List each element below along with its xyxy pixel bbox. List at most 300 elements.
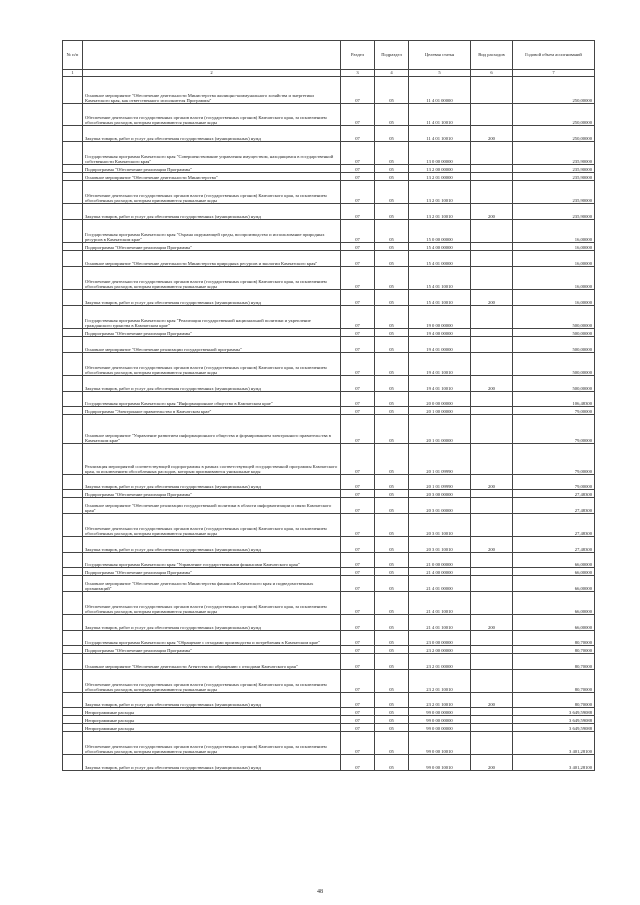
row-subsection-cell: 05 bbox=[375, 444, 409, 475]
row-num-cell bbox=[63, 716, 83, 724]
row-name-cell: Государственная программа Камчатского края "Реализация государственной национальной политики и укрепление гражданского единства в Камчатском крае" bbox=[83, 306, 341, 329]
row-name-cell: Подпрограмма "Обеспечение реализации Программы" bbox=[83, 165, 341, 173]
row-subsection-cell: 05 bbox=[375, 490, 409, 498]
row-section-cell: 07 bbox=[341, 654, 375, 670]
table-row bbox=[63, 77, 595, 104]
row-expense-type-cell bbox=[471, 514, 513, 537]
row-name-cell: Подпрограмма "Обеспечение реализации Программы" bbox=[83, 646, 341, 654]
table-row bbox=[63, 337, 595, 353]
table-row bbox=[63, 126, 595, 142]
row-subsection-cell: 05 bbox=[375, 173, 409, 181]
row-expense-type-cell bbox=[471, 104, 513, 126]
row-subsection-cell: 05 bbox=[375, 77, 409, 104]
row-volume-cell: 3 401,28100 bbox=[513, 755, 595, 771]
row-subsection-cell: 05 bbox=[375, 475, 409, 490]
col-number: 7 bbox=[513, 70, 595, 77]
row-expense-type-cell bbox=[471, 173, 513, 181]
table-row bbox=[63, 631, 595, 646]
row-name-cell: Основное мероприятие "Обеспечение деятельности Агентства по обращению с отходами Камчатского края" bbox=[83, 654, 341, 670]
row-num-cell bbox=[63, 329, 83, 337]
row-section-cell: 07 bbox=[341, 514, 375, 537]
row-num-cell bbox=[63, 553, 83, 568]
row-expense-type-cell: 200 bbox=[471, 126, 513, 142]
row-num-cell bbox=[63, 251, 83, 267]
row-num-cell bbox=[63, 337, 83, 353]
table-row bbox=[63, 568, 595, 576]
row-name-cell: Закупка товаров, работ и услуг для обеспечения государственных (муниципальных) нужд bbox=[83, 290, 341, 306]
row-section-cell: 07 bbox=[341, 576, 375, 592]
row-volume-cell: 235,90000 bbox=[513, 142, 595, 165]
row-num-cell bbox=[63, 444, 83, 475]
row-name-cell: Закупка товаров, работ и услуг для обеспечения государственных (муниципальных) нужд bbox=[83, 537, 341, 553]
row-section-cell: 07 bbox=[341, 267, 375, 290]
table-row bbox=[63, 329, 595, 337]
column-numbers-row bbox=[63, 70, 595, 77]
row-expense-type-cell bbox=[471, 220, 513, 243]
row-name-cell: Основное мероприятие "Обеспечение деятельности Министерства жилищно-коммунального хозяйства и энергетики Камчатского края, как ответственного исполнителя Программы" bbox=[83, 77, 341, 104]
row-num-cell bbox=[63, 490, 83, 498]
row-expense-type-cell bbox=[471, 708, 513, 716]
table-row bbox=[63, 537, 595, 553]
row-target-cell: 20 3 00 00000 bbox=[409, 490, 471, 498]
row-expense-type-cell bbox=[471, 243, 513, 251]
row-volume-cell: 80,70000 bbox=[513, 646, 595, 654]
table-row bbox=[63, 444, 595, 475]
col-number: 3 bbox=[341, 70, 375, 77]
row-volume-cell: 79,00000 bbox=[513, 475, 595, 490]
row-section-cell: 07 bbox=[341, 181, 375, 204]
row-name-cell: Подпрограмма "Электронное правительство в Камчатском крае" bbox=[83, 407, 341, 415]
row-num-cell bbox=[63, 267, 83, 290]
row-section-cell: 07 bbox=[341, 126, 375, 142]
row-num-cell bbox=[63, 173, 83, 181]
row-expense-type-cell bbox=[471, 592, 513, 615]
row-name-cell: Обеспечение деятельности государственных органов власти (государственных органов) Камчатского края, за исключением обособленных расходов, которым присваиваются уникальные коды bbox=[83, 514, 341, 537]
row-target-cell: 15 4 01 10010 bbox=[409, 267, 471, 290]
row-subsection-cell: 05 bbox=[375, 732, 409, 755]
table-row bbox=[63, 306, 595, 329]
row-volume-cell: 80,70000 bbox=[513, 693, 595, 708]
row-volume-cell: 27,48300 bbox=[513, 537, 595, 553]
header-expense-type: Вид расходов bbox=[471, 41, 513, 70]
table-row bbox=[63, 353, 595, 376]
row-subsection-cell: 05 bbox=[375, 498, 409, 514]
row-target-cell: 15 4 01 10010 bbox=[409, 290, 471, 306]
row-subsection-cell: 05 bbox=[375, 514, 409, 537]
row-expense-type-cell bbox=[471, 306, 513, 329]
row-volume-cell: 250,00000 bbox=[513, 104, 595, 126]
row-subsection-cell: 05 bbox=[375, 142, 409, 165]
row-expense-type-cell bbox=[471, 142, 513, 165]
row-section-cell: 07 bbox=[341, 77, 375, 104]
row-volume-cell: 80,70000 bbox=[513, 670, 595, 693]
row-target-cell: 15 0 00 00000 bbox=[409, 220, 471, 243]
row-expense-type-cell bbox=[471, 568, 513, 576]
row-expense-type-cell: 200 bbox=[471, 204, 513, 220]
row-expense-type-cell: 200 bbox=[471, 537, 513, 553]
row-section-cell: 07 bbox=[341, 329, 375, 337]
row-subsection-cell: 05 bbox=[375, 716, 409, 724]
row-num-cell bbox=[63, 353, 83, 376]
row-name-cell: Закупка товаров, работ и услуг для обеспечения государственных (муниципальных) нужд bbox=[83, 755, 341, 771]
row-section-cell: 07 bbox=[341, 142, 375, 165]
row-volume-cell: 79,00000 bbox=[513, 415, 595, 444]
table-row bbox=[63, 553, 595, 568]
row-target-cell: 20 3 01 10010 bbox=[409, 537, 471, 553]
row-expense-type-cell bbox=[471, 77, 513, 104]
row-section-cell: 07 bbox=[341, 204, 375, 220]
row-expense-type-cell bbox=[471, 732, 513, 755]
row-name-cell: Обеспечение деятельности государственных органов власти (государственных органов) Камчатского края, за исключением обособленных расходов, которым присваиваются уникальные коды bbox=[83, 104, 341, 126]
row-expense-type-cell bbox=[471, 392, 513, 407]
col-number: 1 bbox=[63, 70, 83, 77]
row-volume-cell: 27,48300 bbox=[513, 490, 595, 498]
table-row bbox=[63, 181, 595, 204]
row-expense-type-cell bbox=[471, 716, 513, 724]
table-row bbox=[63, 646, 595, 654]
row-section-cell: 07 bbox=[341, 490, 375, 498]
row-expense-type-cell bbox=[471, 337, 513, 353]
row-target-cell: 21 4 01 10010 bbox=[409, 615, 471, 631]
row-section-cell: 07 bbox=[341, 732, 375, 755]
table-row bbox=[63, 670, 595, 693]
row-subsection-cell: 05 bbox=[375, 126, 409, 142]
row-name-cell: Подпрограмма "Обеспечение реализации Программы" bbox=[83, 490, 341, 498]
row-section-cell: 07 bbox=[341, 104, 375, 126]
table-row bbox=[63, 173, 595, 181]
row-section-cell: 07 bbox=[341, 568, 375, 576]
row-target-cell: 23 2 00 00000 bbox=[409, 646, 471, 654]
row-expense-type-cell: 200 bbox=[471, 290, 513, 306]
row-name-cell: Непрограммные расходы bbox=[83, 708, 341, 716]
row-expense-type-cell: 200 bbox=[471, 755, 513, 771]
row-target-cell: 23 2 01 00000 bbox=[409, 654, 471, 670]
row-volume-cell: 235,90000 bbox=[513, 204, 595, 220]
row-name-cell: Закупка товаров, работ и услуг для обеспечения государственных (муниципальных) нужд bbox=[83, 693, 341, 708]
row-subsection-cell: 05 bbox=[375, 220, 409, 243]
row-num-cell bbox=[63, 755, 83, 771]
row-section-cell: 07 bbox=[341, 407, 375, 415]
row-name-cell: Обеспечение деятельности государственных органов власти (государственных органов) Камчатского края, за исключением обособленных расходов, которым присваиваются уникальные коды bbox=[83, 267, 341, 290]
row-target-cell: 20 3 01 00000 bbox=[409, 498, 471, 514]
header-section: Раздел bbox=[341, 41, 375, 70]
row-subsection-cell: 05 bbox=[375, 104, 409, 126]
row-section-cell: 07 bbox=[341, 353, 375, 376]
table-row bbox=[63, 407, 595, 415]
row-expense-type-cell bbox=[471, 490, 513, 498]
table-row bbox=[63, 514, 595, 537]
row-volume-cell: 16,00000 bbox=[513, 251, 595, 267]
header-volume: Годовой объем ассигнований bbox=[513, 41, 595, 70]
table-row bbox=[63, 576, 595, 592]
row-volume-cell: 250,00000 bbox=[513, 126, 595, 142]
row-volume-cell: 500,00000 bbox=[513, 376, 595, 392]
row-expense-type-cell: 200 bbox=[471, 376, 513, 392]
col-number: 4 bbox=[375, 70, 409, 77]
row-volume-cell: 235,90000 bbox=[513, 173, 595, 181]
row-name-cell: Подпрограмма "Обеспечение реализации Программы" bbox=[83, 568, 341, 576]
row-subsection-cell: 05 bbox=[375, 670, 409, 693]
row-expense-type-cell bbox=[471, 646, 513, 654]
row-num-cell bbox=[63, 415, 83, 444]
row-subsection-cell: 05 bbox=[375, 376, 409, 392]
table-row bbox=[63, 220, 595, 243]
row-subsection-cell: 05 bbox=[375, 329, 409, 337]
row-expense-type-cell bbox=[471, 267, 513, 290]
row-target-cell: 20 3 01 10010 bbox=[409, 514, 471, 537]
row-section-cell: 07 bbox=[341, 306, 375, 329]
row-subsection-cell: 05 bbox=[375, 724, 409, 732]
row-num-cell bbox=[63, 568, 83, 576]
row-num-cell bbox=[63, 631, 83, 646]
row-volume-cell: 66,00000 bbox=[513, 568, 595, 576]
row-volume-cell: 3 649,59088 bbox=[513, 724, 595, 732]
row-section-cell: 07 bbox=[341, 631, 375, 646]
row-expense-type-cell bbox=[471, 631, 513, 646]
row-target-cell: 99 0 00 10010 bbox=[409, 732, 471, 755]
table-row bbox=[63, 498, 595, 514]
budget-table bbox=[62, 40, 595, 771]
row-num-cell bbox=[63, 376, 83, 392]
table-header-row bbox=[63, 41, 595, 70]
row-section-cell: 07 bbox=[341, 670, 375, 693]
table-row bbox=[63, 290, 595, 306]
row-subsection-cell: 05 bbox=[375, 654, 409, 670]
row-num-cell bbox=[63, 514, 83, 537]
row-name-cell: Государственная программа Камчатского края "Информационное общество в Камчатском крае" bbox=[83, 392, 341, 407]
row-expense-type-cell bbox=[471, 329, 513, 337]
row-subsection-cell: 05 bbox=[375, 267, 409, 290]
row-name-cell: Закупка товаров, работ и услуг для обеспечения государственных (муниципальных) нужд bbox=[83, 204, 341, 220]
row-num-cell bbox=[63, 243, 83, 251]
row-volume-cell: 79,00000 bbox=[513, 444, 595, 475]
row-section-cell: 07 bbox=[341, 693, 375, 708]
row-expense-type-cell bbox=[471, 353, 513, 376]
row-expense-type-cell bbox=[471, 251, 513, 267]
table-row bbox=[63, 724, 595, 732]
row-num-cell bbox=[63, 142, 83, 165]
header-name bbox=[83, 41, 341, 70]
col-number: 2 bbox=[83, 70, 341, 77]
table-row bbox=[63, 165, 595, 173]
row-expense-type-cell bbox=[471, 498, 513, 514]
table-row bbox=[63, 654, 595, 670]
row-volume-cell: 3 649,59088 bbox=[513, 708, 595, 716]
row-section-cell: 07 bbox=[341, 376, 375, 392]
row-expense-type-cell: 200 bbox=[471, 615, 513, 631]
table-row bbox=[63, 490, 595, 498]
row-num-cell bbox=[63, 475, 83, 490]
table-row bbox=[63, 142, 595, 165]
row-target-cell: 99 0 00 00000 bbox=[409, 716, 471, 724]
row-volume-cell: 66,00000 bbox=[513, 615, 595, 631]
row-target-cell: 20 1 01 00000 bbox=[409, 415, 471, 444]
row-target-cell: 19 4 00 00000 bbox=[409, 329, 471, 337]
row-volume-cell: 106,48300 bbox=[513, 392, 595, 407]
row-target-cell: 21 4 01 10010 bbox=[409, 592, 471, 615]
row-target-cell: 19 4 01 00000 bbox=[409, 337, 471, 353]
row-target-cell: 19 4 01 10010 bbox=[409, 353, 471, 376]
row-name-cell: Обеспечение деятельности государственных органов власти (государственных органов) Камчатского края, за исключением обособленных расходов, которым присваиваются уникальные коды bbox=[83, 732, 341, 755]
row-subsection-cell: 05 bbox=[375, 576, 409, 592]
row-section-cell: 07 bbox=[341, 724, 375, 732]
table-row bbox=[63, 716, 595, 724]
row-target-cell: 21 0 00 00000 bbox=[409, 553, 471, 568]
row-subsection-cell: 05 bbox=[375, 181, 409, 204]
row-target-cell: 23 2 01 10010 bbox=[409, 693, 471, 708]
row-section-cell: 07 bbox=[341, 592, 375, 615]
row-subsection-cell: 05 bbox=[375, 568, 409, 576]
col-number: 5 bbox=[409, 70, 471, 77]
table-row bbox=[63, 475, 595, 490]
row-section-cell: 07 bbox=[341, 165, 375, 173]
row-name-cell: Государственная программа Камчатского края "Управление государственными финансами Камчатского края" bbox=[83, 553, 341, 568]
row-name-cell: Закупка товаров, работ и услуг для обеспечения государственных (муниципальных) нужд bbox=[83, 376, 341, 392]
row-subsection-cell: 05 bbox=[375, 407, 409, 415]
row-subsection-cell: 05 bbox=[375, 631, 409, 646]
row-volume-cell: 79,00000 bbox=[513, 407, 595, 415]
table-row bbox=[63, 251, 595, 267]
table-row bbox=[63, 755, 595, 771]
row-section-cell: 07 bbox=[341, 475, 375, 490]
row-volume-cell: 16,00000 bbox=[513, 243, 595, 251]
row-volume-cell: 500,00000 bbox=[513, 329, 595, 337]
row-section-cell: 07 bbox=[341, 444, 375, 475]
row-expense-type-cell bbox=[471, 724, 513, 732]
row-section-cell: 07 bbox=[341, 415, 375, 444]
row-expense-type-cell bbox=[471, 444, 513, 475]
row-subsection-cell: 05 bbox=[375, 415, 409, 444]
row-target-cell: 20 0 00 00000 bbox=[409, 392, 471, 407]
row-name-cell: Государственная программа Камчатского края "Охрана окружающей среды, воспроизводство и использование природных ресурсов в Камчатском крае" bbox=[83, 220, 341, 243]
row-num-cell bbox=[63, 615, 83, 631]
row-volume-cell: 500,00000 bbox=[513, 306, 595, 329]
row-subsection-cell: 05 bbox=[375, 251, 409, 267]
table-row bbox=[63, 732, 595, 755]
table-row bbox=[63, 592, 595, 615]
page-number: 48 bbox=[317, 889, 323, 895]
row-target-cell: 19 0 00 00000 bbox=[409, 306, 471, 329]
row-target-cell: 11 4 01 00000 bbox=[409, 77, 471, 104]
row-volume-cell: 16,00000 bbox=[513, 220, 595, 243]
row-name-cell: Основное мероприятие "Обеспечение реализации государственной программы" bbox=[83, 337, 341, 353]
row-volume-cell: 500,00000 bbox=[513, 337, 595, 353]
row-name-cell: Государственная программа Камчатского края "Совершенствование управления имуществом, находящимся в государственной собственности Камчатского края" bbox=[83, 142, 341, 165]
row-num-cell bbox=[63, 165, 83, 173]
row-target-cell: 13 2 01 10010 bbox=[409, 181, 471, 204]
row-num-cell bbox=[63, 407, 83, 415]
row-expense-type-cell: 200 bbox=[471, 475, 513, 490]
row-volume-cell: 80,70000 bbox=[513, 631, 595, 646]
row-name-cell: Обеспечение деятельности государственных органов власти (государственных органов) Камчатского края, за исключением обособленных расходов, которым присваиваются уникальные коды bbox=[83, 592, 341, 615]
table-row bbox=[63, 615, 595, 631]
row-volume-cell: 235,90000 bbox=[513, 165, 595, 173]
row-target-cell: 21 4 01 00000 bbox=[409, 576, 471, 592]
row-section-cell: 07 bbox=[341, 755, 375, 771]
row-subsection-cell: 05 bbox=[375, 693, 409, 708]
row-subsection-cell: 05 bbox=[375, 290, 409, 306]
row-num-cell bbox=[63, 204, 83, 220]
row-subsection-cell: 05 bbox=[375, 615, 409, 631]
row-name-cell: Государственная программа Камчатского края "Обращение с отходами производства и потребления в Камчатском крае" bbox=[83, 631, 341, 646]
row-section-cell: 07 bbox=[341, 243, 375, 251]
row-name-cell: Закупка товаров, работ и услуг для обеспечения государственных (муниципальных) нужд bbox=[83, 475, 341, 490]
header-subsection: Подраздел bbox=[375, 41, 409, 70]
row-subsection-cell: 05 bbox=[375, 708, 409, 716]
row-volume-cell: 66,00000 bbox=[513, 576, 595, 592]
row-volume-cell: 235,90000 bbox=[513, 181, 595, 204]
row-volume-cell: 250,00000 bbox=[513, 77, 595, 104]
row-target-cell: 11 4 01 10010 bbox=[409, 104, 471, 126]
row-num-cell bbox=[63, 646, 83, 654]
row-name-cell: Основное мероприятие "Обеспечение деятельности Министерства" bbox=[83, 173, 341, 181]
row-volume-cell: 16,00000 bbox=[513, 267, 595, 290]
row-expense-type-cell bbox=[471, 654, 513, 670]
row-target-cell: 15 4 01 00000 bbox=[409, 251, 471, 267]
row-name-cell: Основное мероприятие "Управление развитием информационного общества и формированием электронного правительства в Камчатском крае" bbox=[83, 415, 341, 444]
row-volume-cell: 80,70000 bbox=[513, 654, 595, 670]
row-num-cell bbox=[63, 693, 83, 708]
row-name-cell: Основное мероприятие "Обеспечение реализации государственной политики в области информатизации и связи Камчатского края" bbox=[83, 498, 341, 514]
row-name-cell: Основное мероприятие "Обеспечение деятельности Министерства природных ресурсов и экологии Камчатского края" bbox=[83, 251, 341, 267]
row-expense-type-cell bbox=[471, 576, 513, 592]
table-row bbox=[63, 708, 595, 716]
row-target-cell: 13 2 01 10010 bbox=[409, 204, 471, 220]
row-name-cell: Непрограммные расходы bbox=[83, 724, 341, 732]
row-subsection-cell: 05 bbox=[375, 165, 409, 173]
row-subsection-cell: 05 bbox=[375, 755, 409, 771]
row-target-cell: 99 0 00 10010 bbox=[409, 755, 471, 771]
row-volume-cell: 27,48300 bbox=[513, 514, 595, 537]
row-expense-type-cell: 200 bbox=[471, 693, 513, 708]
row-target-cell: 19 4 01 10010 bbox=[409, 376, 471, 392]
table-row bbox=[63, 376, 595, 392]
row-expense-type-cell bbox=[471, 670, 513, 693]
row-num-cell bbox=[63, 126, 83, 142]
row-volume-cell: 27,48300 bbox=[513, 498, 595, 514]
row-expense-type-cell bbox=[471, 165, 513, 173]
row-name-cell: Закупка товаров, работ и услуг для обеспечения государственных (муниципальных) нужд bbox=[83, 126, 341, 142]
row-section-cell: 07 bbox=[341, 716, 375, 724]
row-section-cell: 07 bbox=[341, 708, 375, 716]
row-volume-cell: 500,00000 bbox=[513, 353, 595, 376]
row-num-cell bbox=[63, 654, 83, 670]
row-subsection-cell: 05 bbox=[375, 553, 409, 568]
row-subsection-cell: 05 bbox=[375, 646, 409, 654]
row-subsection-cell: 05 bbox=[375, 392, 409, 407]
row-subsection-cell: 05 bbox=[375, 592, 409, 615]
table-row bbox=[63, 104, 595, 126]
row-target-cell: 20 1 00 00000 bbox=[409, 407, 471, 415]
row-expense-type-cell bbox=[471, 181, 513, 204]
row-subsection-cell: 05 bbox=[375, 204, 409, 220]
row-volume-cell: 66,00000 bbox=[513, 592, 595, 615]
row-volume-cell: 16,00000 bbox=[513, 290, 595, 306]
row-expense-type-cell bbox=[471, 415, 513, 444]
row-section-cell: 07 bbox=[341, 337, 375, 353]
row-section-cell: 07 bbox=[341, 553, 375, 568]
row-num-cell bbox=[63, 592, 83, 615]
row-num-cell bbox=[63, 537, 83, 553]
header-num: № п/п bbox=[63, 41, 83, 70]
row-num-cell bbox=[63, 306, 83, 329]
row-num-cell bbox=[63, 104, 83, 126]
row-target-cell: 13 2 01 00000 bbox=[409, 173, 471, 181]
row-name-cell: Обеспечение деятельности государственных органов власти (государственных органов) Камчатского края, за исключением обособленных расходов, которым присваиваются уникальные коды bbox=[83, 670, 341, 693]
row-num-cell bbox=[63, 498, 83, 514]
row-target-cell: 99 0 00 00000 bbox=[409, 708, 471, 716]
row-section-cell: 07 bbox=[341, 251, 375, 267]
